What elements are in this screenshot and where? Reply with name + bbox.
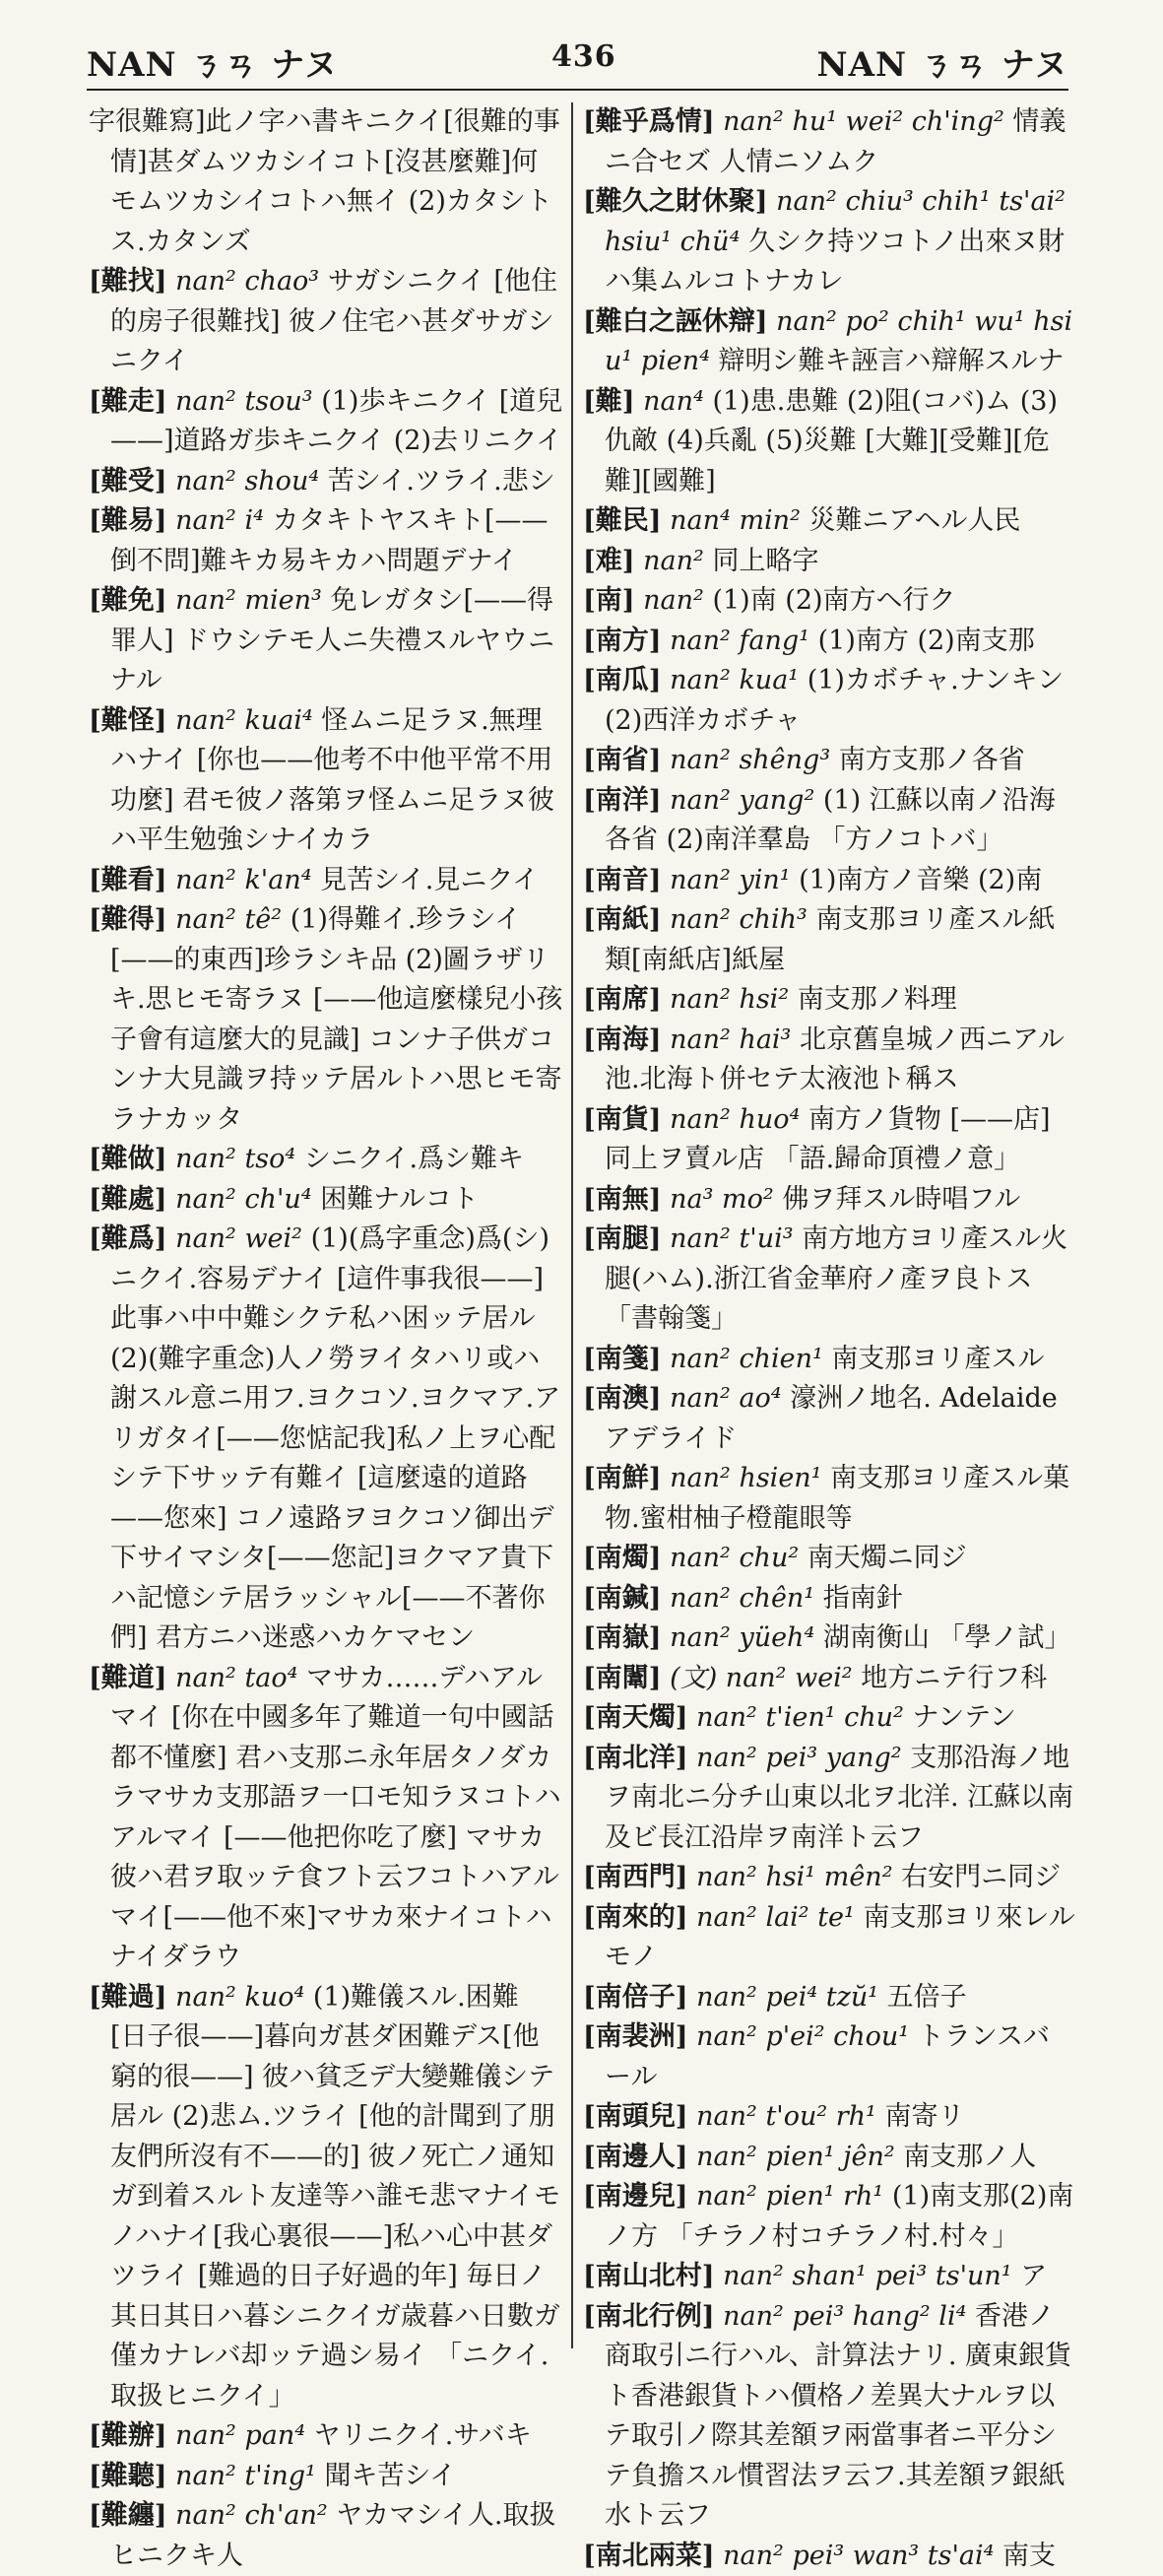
dictionary-entry bbox=[583, 1659, 1075, 1699]
entry-headword: [難看] bbox=[89, 865, 167, 895]
entry-headword: [南澳] bbox=[583, 1383, 662, 1414]
entry-headword: [南省] bbox=[583, 745, 662, 775]
dictionary-entry bbox=[583, 861, 1075, 901]
entry-romanization: nan² chien¹ bbox=[670, 1344, 823, 1374]
dictionary-entry bbox=[89, 861, 563, 901]
entry-headword: [南無] bbox=[583, 1184, 662, 1215]
entry-definition: (1)(爲字重念)爲(シ)ニクイ.容易デナイ [這件事我很——]此事ハ中中難シクテ私ハ困ッテ居ル (2)(難字重念)人ノ勞ヲイタハリ或ハ謝スル意ニ用フ.ヨクコソ.ヨクマア.アリガタイ[——您惦記我]私ノ上ヲ心配シテ下サッテ有難イ [這麼遠的道路——您來] コノ遠路ヲヨクコソ御出デ下サイマシタ[——您記]ヨクマア貴下ハ記憶シテ居ラッシャル[——不著你們] 君方ニハ迷惑ハカケマセン bbox=[110, 1223, 560, 1653]
entry-definition: 南支那ヨリ來レルモノ bbox=[605, 1902, 1075, 1973]
entry-definition: 佛ヲ拜スル時唱フル bbox=[782, 1184, 1020, 1215]
entry-headword: [難爲] bbox=[89, 1223, 167, 1254]
entry-headword: [南倍子] bbox=[583, 1982, 688, 2013]
entry-romanization: na³ mo² bbox=[670, 1184, 774, 1215]
dictionary-entry bbox=[89, 462, 563, 502]
entry-definition: 聞キ苦シイ bbox=[324, 2461, 456, 2491]
dictionary-entry bbox=[583, 781, 1075, 861]
dictionary-entry bbox=[89, 900, 563, 1140]
entry-headword: [南天燭] bbox=[583, 1702, 688, 1733]
header-rule bbox=[87, 89, 1068, 91]
entry-definition: 南方ノ貨物 [——店] 同上ヲ賣ル店 「語.歸命頂禮ノ意」 bbox=[605, 1104, 1051, 1175]
entry-romanization: nan² p'ei² chou¹ bbox=[696, 2021, 909, 2052]
entry-definition: 久シク持ツコトノ出來ヌ財ハ集ムルコトナカレ bbox=[605, 227, 1065, 297]
entry-definition: 地方ニテ行フ科 bbox=[861, 1663, 1047, 1693]
entry-romanization: nan² bbox=[643, 585, 704, 616]
entry-romanization: nan² shêng³ bbox=[670, 745, 830, 775]
dictionary-entry bbox=[583, 2138, 1075, 2178]
dictionary-entry bbox=[583, 182, 1075, 302]
entry-definition: 南支那ヨリ產スル菓物.蜜柑柚子橙龍眼等 bbox=[605, 1463, 1069, 1534]
dictionary-entry bbox=[89, 2416, 563, 2457]
dictionary-entry bbox=[583, 2257, 1075, 2297]
entry-headword: [南鮮] bbox=[583, 1463, 662, 1493]
dictionary-entry bbox=[583, 661, 1075, 741]
entry-romanization: nan² wei² bbox=[175, 1223, 302, 1254]
dictionary-entry bbox=[583, 980, 1075, 1021]
dictionary-entry bbox=[583, 1379, 1075, 1459]
entry-definition: 南方地方ヨリ產スル火腿(ハム).浙江省金華府ノ產ヲ良トス 「書翰箋」 bbox=[605, 1223, 1067, 1334]
entry-headword: [难] bbox=[583, 546, 635, 576]
entry-romanization: nan² shou⁴ bbox=[175, 466, 319, 496]
dictionary-entry bbox=[89, 262, 563, 382]
entry-definition: 南支那ノ人 bbox=[903, 2142, 1036, 2172]
entry-headword: [南貨] bbox=[583, 1104, 662, 1135]
entry-definition: (1)南方ノ音樂 (2)南 bbox=[799, 865, 1042, 895]
entry-definition: (1)カボチャ.ナンキン (2)西洋カボチャ bbox=[605, 665, 1064, 736]
entry-romanization: nan² pei³ wan³ ts'ai⁴ bbox=[723, 2541, 994, 2571]
entry-romanization: nan² hsi¹ mên² bbox=[696, 1862, 892, 1892]
header-left-guide: NAN ㄋㄢ ナヌ bbox=[87, 37, 339, 86]
entry-definition: 湖南衡山 「學ノ試」 bbox=[823, 1622, 1071, 1653]
entry-romanization: nan² chiu³ chih¹ ts'ai² hsiu¹ chü⁴ bbox=[605, 186, 1066, 257]
entry-headword: [南北兩菜] bbox=[583, 2541, 715, 2571]
entry-headword: [難怪] bbox=[89, 705, 167, 736]
entry-headword: [南瓜] bbox=[583, 665, 662, 695]
dictionary-entry bbox=[89, 701, 563, 861]
entry-headword: [南闈] bbox=[583, 1663, 662, 1693]
entry-headword: [南北洋] bbox=[583, 1743, 688, 1773]
entry-definition: 指南針 bbox=[823, 1583, 903, 1614]
entry-romanization: nan² shan¹ pei³ ts'un¹ bbox=[723, 2261, 1011, 2291]
page-number: 436 bbox=[551, 39, 616, 74]
entry-headword: [難做] bbox=[89, 1144, 167, 1174]
dictionary-entry bbox=[89, 1220, 563, 1659]
entry-headword: [難久之財休聚] bbox=[583, 186, 768, 217]
entry-headword: [南嶽] bbox=[583, 1622, 662, 1653]
entry-romanization: nan² t'ing¹ bbox=[175, 2461, 316, 2491]
entry-romanization: nan² bbox=[643, 546, 704, 576]
entry-definition: マサカ……デハアルマイ [你在中國多年了難道一句中國話都不懂麼] 君ハ支那ニ永年居タノダカラマサカ支那語ヲ一口モ知ラヌコトハアルマイ [——他把你吃了麼] マサカ彼ハ君ヲ取ッテ食フト云フコトハアルマイ[——他不來]マサカ來ナイコトハナイダラウ bbox=[110, 1663, 561, 1973]
dictionary-entry bbox=[583, 2097, 1075, 2138]
entry-romanization: nan² huo⁴ bbox=[670, 1104, 800, 1135]
entry-headword: [難乎爲情] bbox=[583, 106, 715, 137]
entry-romanization: nan² kuai⁴ bbox=[175, 705, 313, 736]
entry-headword: [南頭兒] bbox=[583, 2101, 688, 2132]
dictionary-entry bbox=[583, 1978, 1075, 2018]
entry-romanization: nan² pan⁴ bbox=[175, 2420, 305, 2451]
dictionary-entry bbox=[583, 1618, 1075, 1659]
dictionary-entry bbox=[89, 581, 563, 701]
entry-headword: [南來的] bbox=[583, 1902, 688, 1933]
entry-definition: ア bbox=[1020, 2261, 1047, 2291]
entry-romanization: nan² pien¹ rh¹ bbox=[696, 2181, 883, 2212]
dictionary-entry bbox=[583, 2537, 1075, 2576]
entry-definition: 南支 bbox=[1002, 2541, 1056, 2571]
page-header bbox=[0, 0, 1163, 99]
dictionary-entry bbox=[89, 1659, 563, 1978]
entry-definition: 濠洲ノ地名. Adelaide アデライド bbox=[605, 1383, 1058, 1454]
entry-headword: [難道] bbox=[89, 1663, 167, 1693]
entry-definition: 南支那ヨリ產スル bbox=[831, 1344, 1044, 1374]
entry-headword: [難處] bbox=[89, 1184, 167, 1215]
entry-romanization: nan⁴ min² bbox=[670, 505, 801, 536]
entry-definition: 災難ニアヘル人民 bbox=[808, 505, 1020, 536]
entry-romanization: nan² yin¹ bbox=[670, 865, 790, 895]
entry-definition: (1)歩キニクイ [道兒——]道路ガ歩キニクイ (2)去リニクイ bbox=[110, 386, 562, 457]
entry-romanization: nan² kuo⁴ bbox=[175, 1982, 304, 2013]
entry-definition: (1)南支那(2)南ノ方 「チラノ村コチラノ村.村々」 bbox=[605, 2181, 1073, 2252]
entry-romanization: nan² ch'u⁴ bbox=[175, 1184, 311, 1215]
dictionary-entry bbox=[583, 1459, 1075, 1539]
entry-romanization: nan⁴ bbox=[643, 386, 704, 417]
entry-romanization: nan² ao⁴ bbox=[670, 1383, 781, 1414]
entry-romanization: nan² t'ou² rh¹ bbox=[696, 2101, 876, 2132]
entry-definition: トランスバール bbox=[605, 2021, 1050, 2092]
entry-definition: 北京舊皇城ノ西ニアル池.北海ト併セテ太液池ト稱ス bbox=[605, 1024, 1065, 1095]
entry-headword: [南北行例] bbox=[583, 2301, 715, 2332]
entry-romanization: nan² chao³ bbox=[175, 266, 319, 297]
entry-headword: [南席] bbox=[583, 984, 662, 1015]
entry-headword: [難得] bbox=[89, 904, 167, 935]
entry-headword: [難過] bbox=[89, 1982, 167, 2013]
dictionary-entry bbox=[583, 382, 1075, 502]
dictionary-entry bbox=[583, 1579, 1075, 1619]
dictionary-entry bbox=[583, 900, 1075, 980]
entry-definition: (1)南 (2)南方ヘ行ク bbox=[712, 585, 955, 616]
entry-headword: [南腿] bbox=[583, 1223, 662, 1254]
entry-romanization: nan² chih³ bbox=[670, 904, 808, 935]
entry-definition: 免レガタシ[——得罪人] ドウシテモ人ニ失禮スルヤウニナル bbox=[110, 585, 554, 695]
dictionary-entry bbox=[583, 1100, 1075, 1180]
dictionary-entry bbox=[583, 2297, 1075, 2537]
entry-romanization: nan² i⁴ bbox=[175, 505, 264, 536]
entry-headword: [南音] bbox=[583, 865, 662, 895]
dictionary-entry bbox=[89, 382, 563, 462]
entry-definition: (1)南方 (2)南支那 bbox=[818, 626, 1035, 656]
dictionary-entry bbox=[89, 2496, 563, 2576]
dictionary-entry bbox=[583, 1539, 1075, 1579]
entry-headword: [難纏] bbox=[89, 2500, 167, 2531]
entry-romanization: nan² po² chih¹ wu¹ hsiu¹ pien⁴ bbox=[605, 306, 1072, 377]
entry-romanization: nan² hsi² bbox=[670, 984, 789, 1015]
dictionary-entry bbox=[583, 1858, 1075, 1898]
dictionary-entry bbox=[583, 1698, 1075, 1739]
entry-romanization: nan² tê² bbox=[175, 904, 282, 935]
entry-definition: 見苦シイ.見ニクイ bbox=[320, 865, 539, 895]
dictionary-entry bbox=[583, 1898, 1075, 1978]
entry-definition: 香港ノ商取引ニ行ハル、計算法ナリ. 廣東銀貨ト香港銀貨トハ價格ノ差異大ナルヲ以テ取引ノ際其差額ヲ兩當事者ニ平分シテ負擔スル慣習法ヲ云フ.其差額ヲ銀紙水ト云フ bbox=[605, 2301, 1071, 2532]
entry-definition: シニクイ.爲シ難キ bbox=[304, 1144, 524, 1174]
dictionary-entry bbox=[89, 1140, 563, 1180]
entry-headword: [難免] bbox=[89, 585, 167, 616]
header-right-guide: NAN ㄋㄢ ナヌ bbox=[816, 37, 1068, 86]
entry-headword: [難辦] bbox=[89, 2420, 167, 2451]
entry-headword: [南海] bbox=[583, 1024, 662, 1055]
entry-definition: 怪ムニ足ラヌ.無理ハナイ [你也——他考不中他平常不用功麼] 君モ彼ノ落第ヲ怪ムニ足ラヌ彼ハ平生勉強シナイカラ bbox=[110, 705, 554, 856]
entry-romanization: nan² yüeh⁴ bbox=[670, 1622, 814, 1653]
entry-headword: [南方] bbox=[583, 626, 662, 656]
entry-romanization: nan² t'ui³ bbox=[670, 1223, 793, 1254]
dictionary-entry bbox=[583, 1220, 1075, 1340]
entry-romanization: nan² kua¹ bbox=[670, 665, 799, 695]
entry-definition: ヤカマシイ人.取扱ヒニクキ人 bbox=[110, 2500, 556, 2571]
entry-headword: [難受] bbox=[89, 466, 167, 496]
dictionary-entry bbox=[583, 622, 1075, 662]
entry-headword: [難聽] bbox=[89, 2461, 167, 2491]
entry-definition: 南方支那ノ各省 bbox=[839, 745, 1025, 775]
dictionary-entry bbox=[89, 501, 563, 581]
entry-definition: 南寄リ bbox=[884, 2101, 964, 2132]
entry-definition: 五倍子 bbox=[887, 1982, 967, 2013]
entry-definition: 右安門ニ同ジ bbox=[901, 1862, 1061, 1892]
dictionary-entry bbox=[583, 542, 1075, 582]
entry-headword: [南鍼] bbox=[583, 1583, 662, 1614]
entry-romanization: nan² fang¹ bbox=[670, 626, 809, 656]
entry-romanization: nan² chên¹ bbox=[670, 1583, 814, 1614]
column-divider bbox=[571, 102, 573, 2348]
entry-headword: [南裴洲] bbox=[583, 2021, 688, 2052]
dictionary-entry bbox=[583, 102, 1075, 182]
dictionary-entry bbox=[583, 1739, 1075, 1859]
entry-headword: [南紙] bbox=[583, 904, 662, 935]
entry-romanization: nan² pien¹ jên² bbox=[696, 2142, 895, 2172]
dictionary-entry bbox=[89, 2457, 563, 2497]
entry-romanization: nan² pei³ hang² li⁴ bbox=[723, 2301, 966, 2332]
entry-definition: 支那沿海ノ地ヲ南北ニ分チ山東以北ヲ北洋. 江蘇以南及ビ長江沿岸ヲ南洋ト云フ bbox=[605, 1743, 1073, 1853]
entry-romanization: nan² tsou³ bbox=[175, 386, 312, 417]
dictionary-entry bbox=[583, 1340, 1075, 1380]
left-column bbox=[89, 102, 563, 2348]
entry-romanization: nan² pei⁴ tzŭ¹ bbox=[696, 1982, 878, 2013]
entry-definition: 困難ナルコト bbox=[320, 1184, 479, 1215]
dictionary-entry bbox=[89, 102, 563, 262]
entry-romanization: nan² tao⁴ bbox=[175, 1663, 297, 1693]
entry-headword: [難白之誣休辯] bbox=[583, 306, 768, 337]
entry-headword: [南洋] bbox=[583, 785, 662, 816]
entry-headword: [南西門] bbox=[583, 1862, 688, 1892]
entry-headword: [南箋] bbox=[583, 1344, 662, 1374]
entry-definition: ナンテン bbox=[912, 1702, 1015, 1733]
entry-headword: [南邊兒] bbox=[583, 2181, 688, 2212]
entry-definition: カタキトヤスキト[——倒不問]難キカ易キカハ問題デナイ bbox=[110, 505, 549, 576]
entry-definition: 南支那ノ料理 bbox=[798, 984, 957, 1015]
entry-definition: 字很難寫]此ノ字ハ書キニクイ[很難的事情]甚ダムツカシイコト[沒甚麼難]何モムツカシイコトハ無イ (2)カタシトス.カタンズ bbox=[89, 106, 560, 257]
entry-definition: 南天燭ニ同ジ bbox=[808, 1543, 967, 1573]
entry-definition: (1)難儀スル.困難 [日子很——]暮向ガ甚ダ困難デス[他窮的很——] 彼ハ貧乏デ大變難儀シテ居ル (2)悲ム.ツライ [他的計聞到了朋友們所沒有不——的] 彼ノ死亡ノ通知ガ到着スルト友達等ハ誰モ悲マナイモノハナイ[我心裏很——]私ハ心中甚ダツライ [難過的日子好過的年] 毎日ノ其日其日ハ暮シニクイガ歳暮ハ日數ガ僅カナレバ却ッテ過シ易イ 「ニクイ.取扱ヒニクイ」 bbox=[110, 1982, 560, 2411]
entry-definition: 辯明シ難キ誣言ハ辯解スルナ bbox=[719, 346, 1065, 376]
entry-romanization: nan² lai² te¹ bbox=[696, 1902, 855, 1933]
dictionary-entry bbox=[583, 1021, 1075, 1100]
entry-headword: [南] bbox=[583, 585, 635, 616]
entry-definition: (1) 江蘇以南ノ沿海各省 (2)南洋羣島 「方ノコトバ」 bbox=[605, 785, 1056, 856]
entry-headword: [南燭] bbox=[583, 1543, 662, 1573]
entry-romanization: nan² hu¹ wei² ch'ing² bbox=[723, 106, 1004, 137]
entry-headword: [南山北村] bbox=[583, 2261, 715, 2291]
entry-definition: (1)患.患難 (2)阻(コバ)ム (3)仇敵 (4)兵亂 (5)災難 [大難][受難][危難][國難] bbox=[605, 386, 1058, 496]
dictionary-entry bbox=[89, 1978, 563, 2417]
entry-definition: ヤリニクイ.サバキ bbox=[314, 2420, 532, 2451]
dictionary-entry bbox=[89, 1180, 563, 1221]
entry-romanization: nan² chu² bbox=[670, 1543, 799, 1573]
entry-romanization: nan² mien³ bbox=[175, 585, 322, 616]
entry-definition: (1)得難イ.珍ラシイ[——的東西]珍ラシキ品 (2)圖ラザリキ.思ヒモ寄ラヌ [——他這麼樣兒小孩子會有這麼大的見識] コンナ子供ガコンナ大見識ヲ持ッテ居ルトハ思ヒモ寄ラナカッタ bbox=[110, 904, 562, 1135]
entry-romanization: nan² hsien¹ bbox=[670, 1463, 821, 1493]
entry-romanization: nan² k'an⁴ bbox=[175, 865, 311, 895]
dictionary-entry bbox=[583, 501, 1075, 542]
dictionary-entry bbox=[583, 1180, 1075, 1221]
entry-definition: 同上略字 bbox=[712, 546, 818, 576]
entry-romanization: nan² pei³ yang² bbox=[696, 1743, 901, 1773]
entry-headword: [難] bbox=[583, 386, 635, 417]
entry-headword: [南邊人] bbox=[583, 2142, 688, 2172]
dictionary-entry bbox=[583, 2177, 1075, 2257]
dictionary-entry bbox=[583, 302, 1075, 382]
entry-headword: [難易] bbox=[89, 505, 167, 536]
dictionary-entry bbox=[583, 581, 1075, 622]
entry-headword: [難民] bbox=[583, 505, 662, 536]
entry-romanization: nan² t'ien¹ chu² bbox=[696, 1702, 904, 1733]
entry-definition: 情義ニ合セズ 人情ニソムク bbox=[605, 106, 1066, 177]
entry-romanization: nan² tso⁴ bbox=[175, 1144, 295, 1174]
entry-romanization: nan² ch'an² bbox=[175, 2500, 328, 2531]
dictionary-entry bbox=[583, 2017, 1075, 2097]
dictionary-entry bbox=[583, 741, 1075, 781]
entry-headword: [難找] bbox=[89, 266, 167, 297]
entry-definition: 苦シイ.ツライ.悲シ bbox=[328, 466, 555, 496]
entry-romanization: nan² yang² bbox=[670, 785, 814, 816]
entry-headword: [難走] bbox=[89, 386, 167, 417]
entry-romanization: nan² hai³ bbox=[670, 1024, 791, 1055]
entry-definition: サガシニクイ [他住的房子很難找] 彼ノ住宅ハ甚ダサガシニクイ bbox=[110, 266, 557, 376]
entry-definition: 南支那ヨリ產スル紙類[南紙店]紙屋 bbox=[605, 904, 1055, 975]
entry-romanization: (文) nan² wei² bbox=[670, 1663, 852, 1693]
right-column bbox=[583, 102, 1075, 2348]
